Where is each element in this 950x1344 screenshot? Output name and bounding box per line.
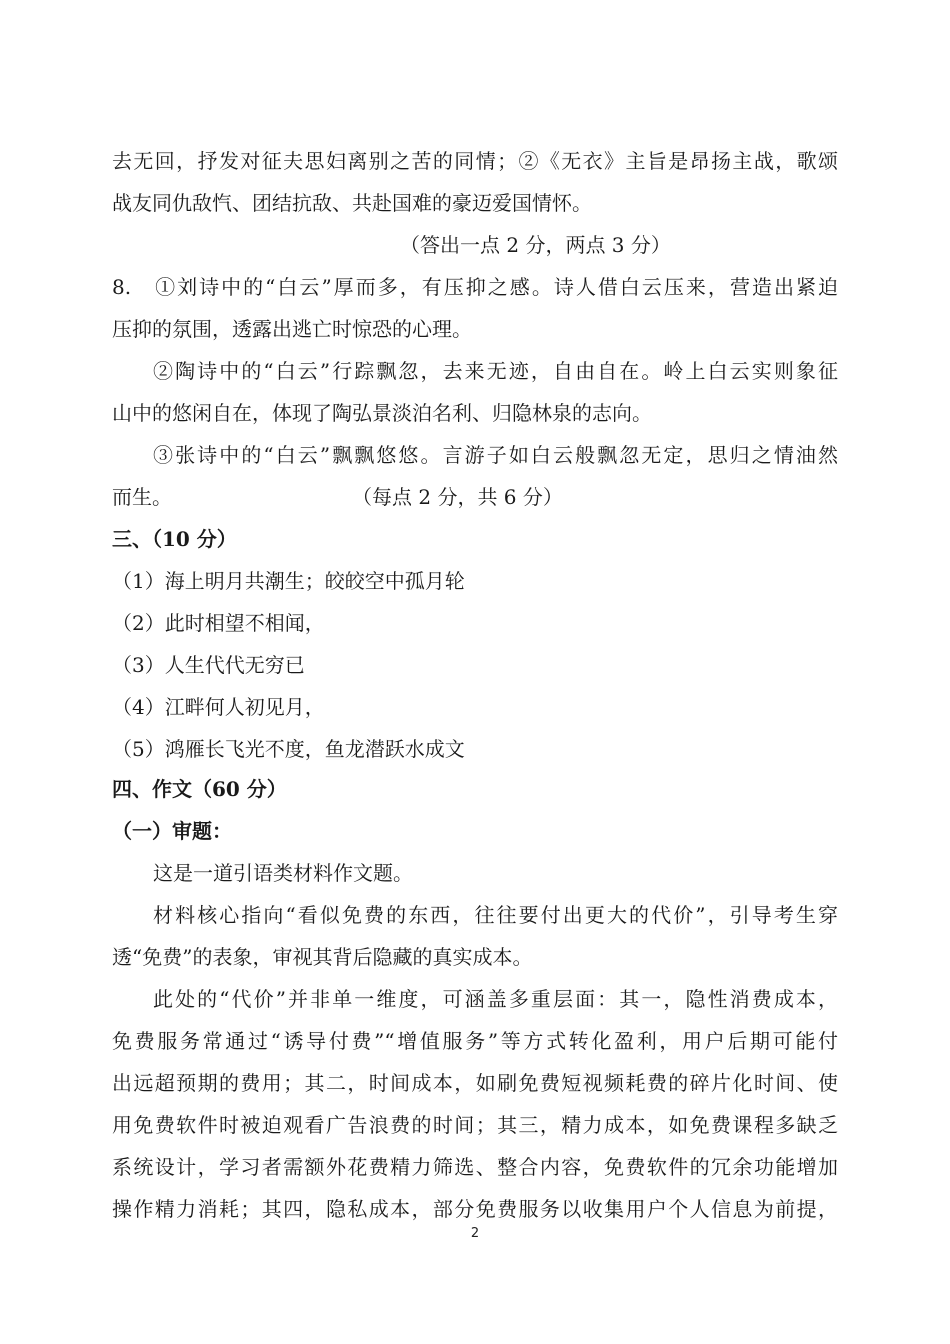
text-fragment: 而生。: [112, 485, 172, 509]
text-line: 战友同仇敌忾、团结抗敌、共赴国难的豪迈爱国情怀。: [112, 191, 592, 215]
answer-8: 8. ①刘诗中的“白云”厚而多，有压抑之感。诗人借白云压来，营造出紧迫: [112, 275, 838, 299]
scoring-note: （每点 2 分，共 6 分）: [352, 485, 563, 509]
text-line: 用免费软件时被迫观看广告浪费的时间；其三，精力成本，如免费课程多缺乏: [112, 1113, 838, 1137]
list-item: （4）江畔何人初见月，: [112, 695, 325, 719]
text-line: 出远超预期的费用；其二，时间成本，如刷免费短视频耗费的碎片化时间、使: [112, 1071, 838, 1095]
text-line: [112, 483, 838, 511]
text-line: 免费服务常通过“诱导付费”“增值服务”等方式转化盈利，用户后期可能付: [112, 1029, 838, 1053]
text-line: 这是一道引语类材料作文题。: [153, 861, 413, 885]
list-item: （3）人生代代无穷已: [112, 653, 305, 677]
text-line: 去无回，抒发对征夫思妇离别之苦的同情；②《无衣》主旨是昂扬主战，歌颂: [112, 149, 838, 173]
text-line: 系统设计，学习者需额外花费精力筛选、整合内容，免费软件的冗余功能增加: [112, 1155, 838, 1179]
text-line: 山中的悠闲自在，体现了陶弘景淡泊名利、归隐林泉的志向。: [112, 401, 652, 425]
scoring-note: （答出一点 2 分，两点 3 分）: [400, 233, 671, 257]
text-line: ②陶诗中的“白云”行踪飘忽，去来无迹，自由自在。岭上白云实则象征: [153, 359, 838, 383]
text-line: 操作精力消耗；其四，隐私成本，部分免费服务以收集用户个人信息为前提，: [112, 1197, 838, 1221]
text-line: 材料核心指向“看似免费的东西，往往要付出更大的代价”，引导考生穿: [153, 903, 838, 927]
subsection-heading: （一）审题：: [112, 819, 232, 843]
text-line: ③张诗中的“白云”飘飘悠悠。言游子如白云般飘忽无定，思归之情油然: [153, 443, 838, 467]
text-line: 透“免费”的表象，审视其背后隐藏的真实成本。: [112, 945, 533, 969]
page-number: 2: [470, 1226, 480, 1241]
list-item: （1）海上明月共潮生；皎皎空中孤月轮: [112, 569, 465, 593]
section-heading: 三、（10 分）: [112, 527, 237, 551]
text-line: 压抑的氛围，透露出逃亡时惊恐的心理。: [112, 317, 472, 341]
list-item: （2）此时相望不相闻，: [112, 611, 325, 635]
section-heading: 四、作文（60 分）: [112, 777, 287, 801]
list-item: （5）鸿雁长飞光不度，鱼龙潜跃水成文: [112, 737, 465, 761]
text-line: 此处的“代价”并非单一维度，可涵盖多重层面：其一，隐性消费成本，: [153, 987, 838, 1011]
